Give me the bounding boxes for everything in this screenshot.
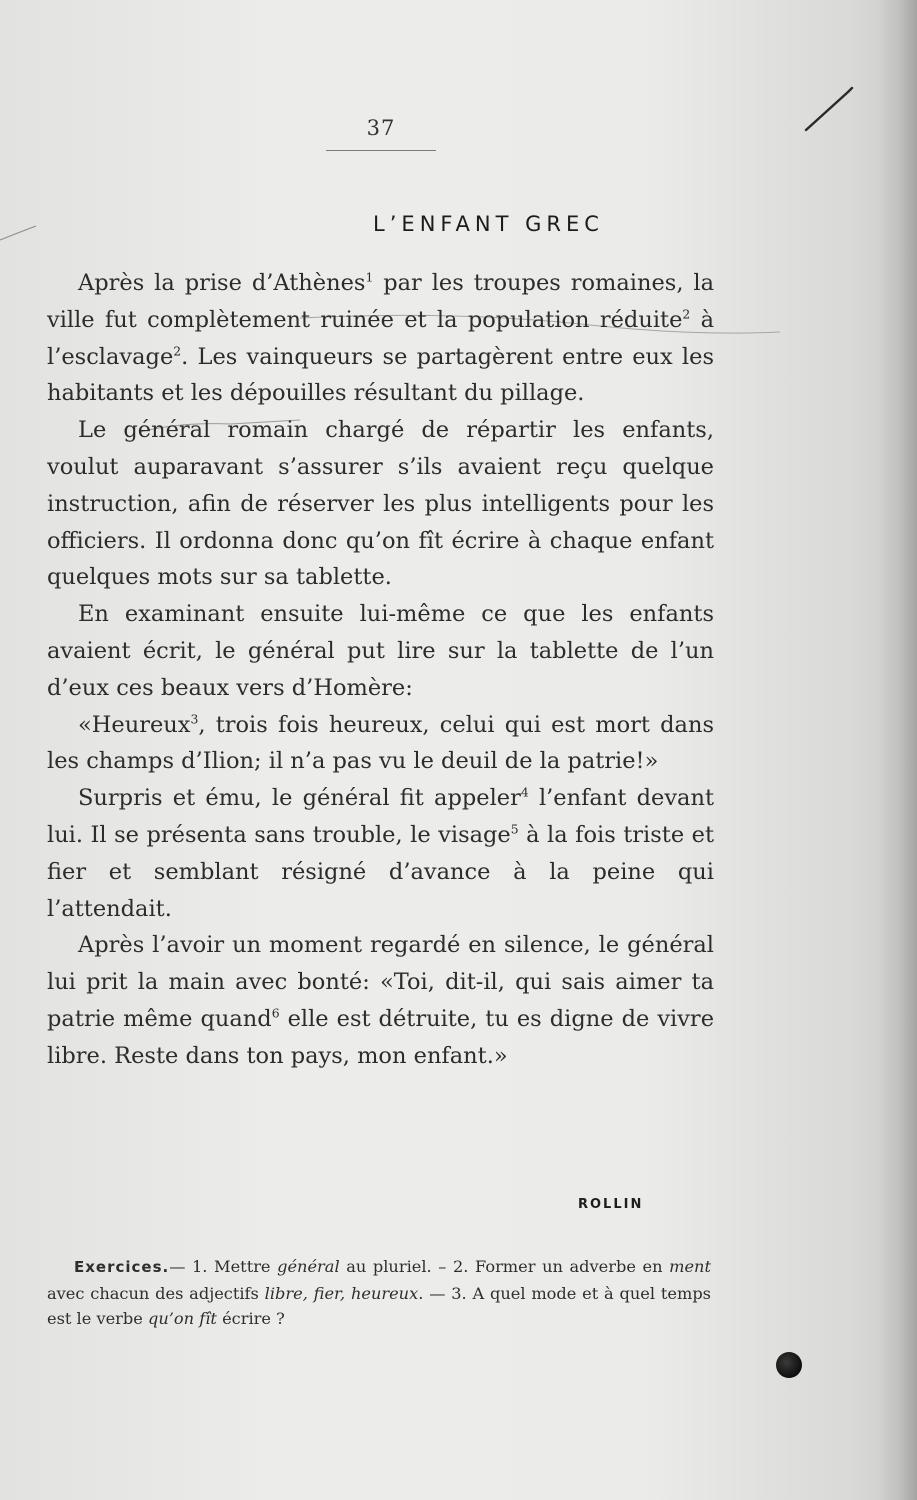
- paragraph-5: Surpris et ému, le général fit appeler$^4$ l’enfant devant lui. Il se présenta sans trouble, le visage$^5$ à la fois triste et fier et semblant résigné d’avance à la peine qui l’attendait.: [47, 785, 715, 922]
- author-signature: ROLLIN: [578, 1197, 644, 1212]
- exercises-label: Exercices.: [74, 1258, 170, 1276]
- paragraph-2: Le général romain chargé de répartir les enfants, voulut auparavant s’assurer s’ils avaient reçu quelque instruction, afin de réserver les plus intelligents pour les officiers. Il ordonna donc qu’on fît écrire à chaque enfant quelques mots sur sa tablette.: [47, 417, 714, 591]
- page-number: 37: [366, 116, 396, 140]
- exercises-block: Exercices.— 1. Mettre général au pluriel. – 2. Former un adverbe en ment avec chacun des adjectifs libre, fier, heureux. — 3. A quel mode et à quel temps est le verbe qu’on fît écrire ?: [47, 1257, 711, 1328]
- binding-hole: [776, 1352, 802, 1378]
- paragraph-1: Après la prise d’Athènes$^1$ par les troupes romaines, la ville fut complètement ruinée et la population réduite$^2$ à l’esclavage$^2$. Les vainqueurs se partagèrent entre eux les habitants et les dépouilles résultant du pillage.: [47, 270, 714, 407]
- paragraph-4-quote: «Heureux$^3$, trois fois heureux, celui qui est mort dans les champs d’Ilion; il n’a pas vu le deuil de la patrie!»: [47, 711, 714, 775]
- paragraph-6: Après l’avoir un moment regardé en silence, le général lui prit la main avec bonté: «Toi, dit-il, qui sais aimer ta patrie même quand$^6$ elle est détruite, tu es digne de vivre libre. Reste dans ton pays, mon enfant.»: [47, 932, 715, 1069]
- body-text: [47, 265, 714, 1075]
- page-number-rule: [326, 150, 436, 151]
- paragraph-3: En examinant ensuite lui-même ce que les enfants avaient écrit, le général put lire sur la tablette de l’un d’eux ces beaux vers d’Homère:: [47, 601, 714, 701]
- chapter-title: L’ENFANT GREC: [373, 212, 604, 236]
